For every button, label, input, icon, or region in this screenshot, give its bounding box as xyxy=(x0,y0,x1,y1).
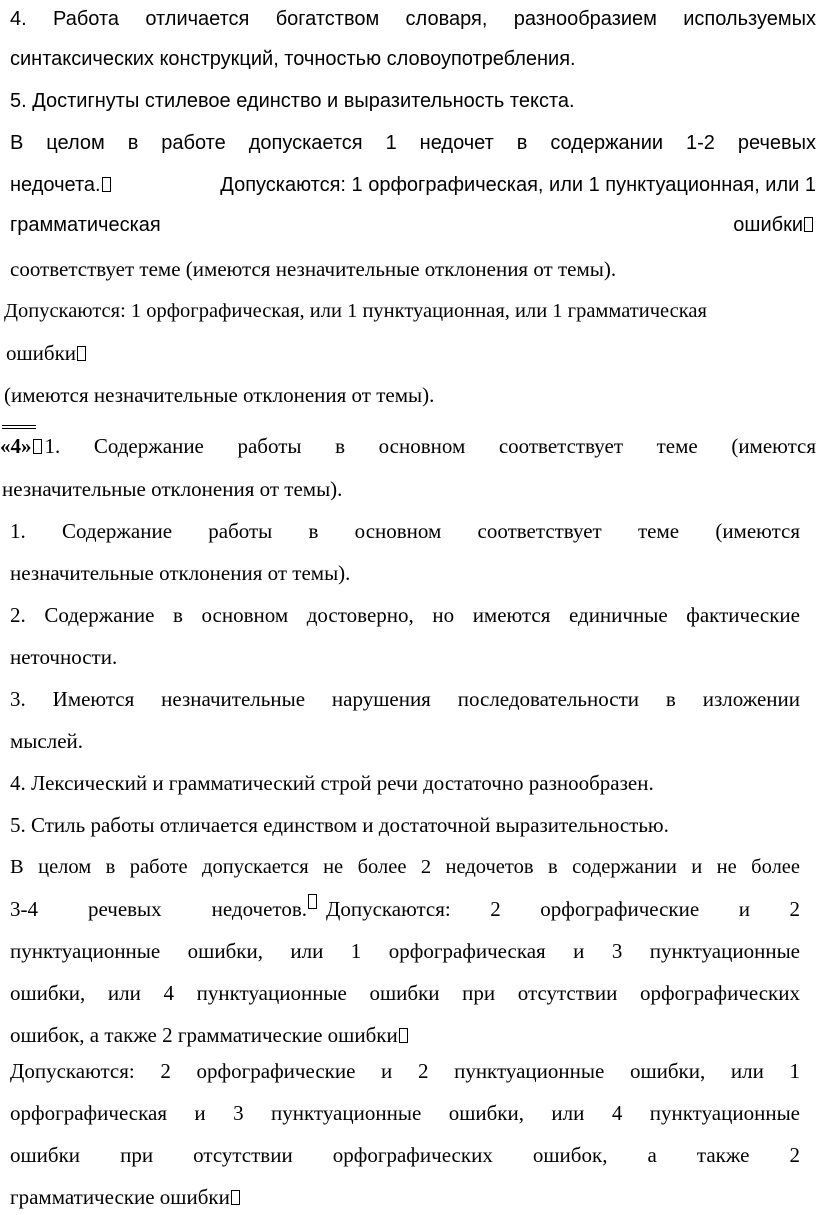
missing-glyph-icon xyxy=(399,1028,408,1043)
text-line: ошибки, или 4 пунктуационные ошибки при отсутствии орфографических xyxy=(10,981,800,1005)
text-line xyxy=(10,170,816,200)
text-line: незначительные отклонения от темы). xyxy=(10,561,351,585)
text-fragment: Допускаются: 2 орфографические и 2 xyxy=(326,897,800,921)
text-line: В целом в работе допускается не более 2 недочетов в содержании и не более xyxy=(10,856,800,878)
text-fragment: грамматическая xyxy=(10,214,161,236)
text-line: ошибки при отсутствии орфографических ошибок, а также 2 xyxy=(10,1143,800,1167)
text-line: 3. Имеются незначительные нарушения последовательности в изложении xyxy=(10,687,800,711)
text-line: орфографическая и 3 пунктуационные ошибки, или 4 пунктуационные xyxy=(10,1101,800,1125)
missing-glyph-icon xyxy=(33,439,42,454)
missing-glyph-icon xyxy=(804,217,813,232)
text-line: Допускаются: 2 орфографические и 2 пунктуационные ошибки, или 1 xyxy=(10,1059,800,1083)
text-line: 5. Стиль работы отличается единством и достаточной выразительностью. xyxy=(10,813,669,837)
missing-glyph-icon xyxy=(102,177,111,192)
grade-mark: «4» xyxy=(0,434,32,458)
text-line: 4. Работа отличается богатством словаря, разнообразием используемых xyxy=(10,8,816,30)
text-line: неточности. xyxy=(10,645,118,669)
text-fragment: 3-4 речевых недочетов. xyxy=(10,897,307,921)
text-fragment: недочета. xyxy=(10,174,101,196)
text-line: соответствует теме (имеются незначительные отклонения от темы). xyxy=(10,257,617,281)
text-line xyxy=(10,210,816,240)
text-line xyxy=(6,338,89,368)
text-line: 4. Лексический и грамматический строй речи достаточно разнообразен. xyxy=(10,771,654,795)
text-line: синтаксических конструкций, точностью словоупотребления. xyxy=(10,48,576,70)
text-fragment: ошибки xyxy=(6,341,77,365)
text-fragment: грамматические ошибки xyxy=(10,1185,230,1209)
text-line: Допускаются: 1 орфографическая, или 1 пунктуационная, или 1 грамматическая xyxy=(4,300,707,322)
text-line: (имеются незначительные отклонения от темы). xyxy=(4,383,435,407)
text-fragment: Допускаются: 1 орфографическая, или 1 пунктуационная, или 1 xyxy=(220,174,816,196)
text-line xyxy=(10,1182,243,1212)
text-fragment: ошибки xyxy=(733,214,803,236)
text-line: 1. Содержание работы в основном соответствует теме (имеются xyxy=(10,519,800,543)
text-line: пунктуационные ошибки, или 1 орфографическая и 3 пунктуационные xyxy=(10,939,800,963)
text-line: 2. Содержание в основном достоверно, но имеются единичные фактические xyxy=(10,603,800,627)
text-line: 5. Достигнуты стилевое единство и выразительность текста. xyxy=(10,90,575,112)
text-line: незначительные отклонения от темы). xyxy=(2,477,343,501)
table-border-mark xyxy=(2,425,36,429)
text-line xyxy=(10,894,800,924)
missing-glyph-icon xyxy=(308,894,317,909)
text-fragment: 1. Содержание работы в основном соответствует теме (имеются xyxy=(44,434,816,458)
missing-glyph-icon xyxy=(77,346,86,361)
text-line: В целом в работе допускается 1 недочет в содержании 1-2 речевых xyxy=(10,132,816,154)
text-line: мыслей. xyxy=(10,729,84,753)
missing-glyph-icon xyxy=(231,1190,240,1205)
text-line xyxy=(0,431,816,461)
text-line xyxy=(10,1020,411,1050)
text-fragment: ошибок, а также 2 грамматические ошибки xyxy=(10,1023,398,1047)
